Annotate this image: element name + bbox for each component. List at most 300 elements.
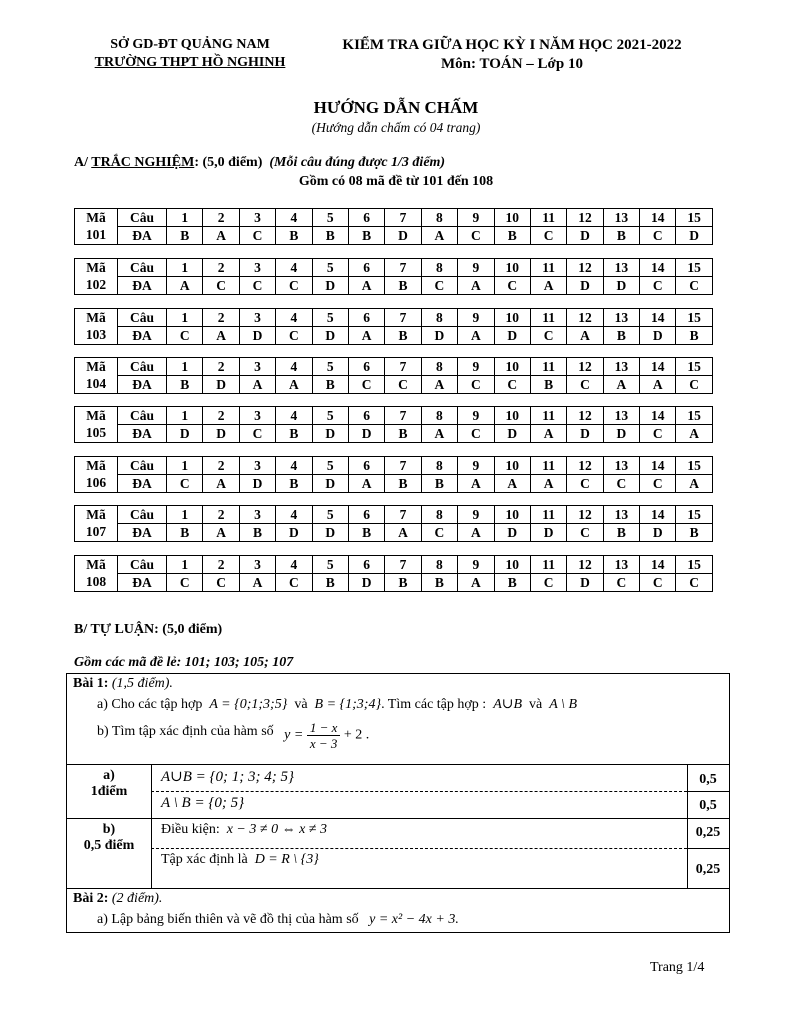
answer-cell: D (567, 574, 603, 592)
question-number: 9 (458, 457, 494, 475)
cau-label: Câu (118, 259, 167, 277)
question-number: 12 (567, 259, 603, 277)
question-number: 1 (167, 407, 203, 425)
answer-row (75, 425, 713, 443)
question-number: 5 (312, 506, 348, 524)
divider (67, 888, 729, 889)
question-number: 3 (239, 309, 275, 327)
question-number: 15 (676, 358, 712, 376)
bai1-points: (1,5 điểm). (111, 676, 173, 691)
answer-cell: A (458, 475, 494, 493)
answer-cell: B (385, 327, 421, 345)
answer-cell: D (640, 524, 676, 542)
answer-cell: C (640, 574, 676, 592)
question-number: 2 (203, 259, 239, 277)
answer-b2-text: Tập xác định là (161, 852, 248, 867)
question-number: 1 (167, 556, 203, 574)
question-number: 9 (458, 309, 494, 327)
subject-line: Môn: TOÁN – Lớp 10 (441, 56, 583, 72)
question-number: 4 (276, 209, 312, 227)
answer-cell: C (203, 277, 239, 295)
answer-key-table-103 (74, 308, 713, 345)
cau-label: Câu (118, 407, 167, 425)
answer-cell: D (640, 327, 676, 345)
exam-code: 108 (75, 574, 118, 592)
question-number: 1 (167, 506, 203, 524)
question-number: 15 (676, 407, 712, 425)
answer-cell: A (530, 425, 566, 443)
question-number: 8 (421, 358, 457, 376)
answer-cell: B (276, 425, 312, 443)
question-number: 6 (348, 407, 384, 425)
answer-cell: C (640, 475, 676, 493)
question-number: 2 (203, 506, 239, 524)
answer-cell: A (567, 327, 603, 345)
question-row (75, 209, 713, 227)
da-label: ĐA (118, 425, 167, 443)
bai1-heading (73, 676, 735, 692)
question-number: 8 (421, 556, 457, 574)
answer-cell: C (167, 574, 203, 592)
question-number: 4 (276, 407, 312, 425)
section-b-subtitle: Gồm các mã đề lẻ: 101; 103; 105; 107 (74, 655, 294, 670)
answer-cell: C (276, 277, 312, 295)
answer-key-table-106 (74, 456, 713, 493)
answer-cell: C (385, 376, 421, 394)
answer-cell: B (167, 376, 203, 394)
bai1-b-prefix: b) Tìm tập xác định của hàm số (97, 723, 274, 739)
answer-cell: D (567, 227, 603, 245)
answer-cell: D (530, 524, 566, 542)
answer-cell: B (385, 277, 421, 295)
question-number: 6 (348, 259, 384, 277)
question-number: 13 (603, 457, 639, 475)
question-number: 10 (494, 358, 530, 376)
question-number: 11 (530, 358, 566, 376)
dashed-divider (151, 848, 687, 849)
answer-cell: A (203, 327, 239, 345)
question-number: 10 (494, 309, 530, 327)
question-number: 6 (348, 358, 384, 376)
question-number: 14 (640, 506, 676, 524)
exam-code: 104 (75, 376, 118, 394)
question-number: 13 (603, 556, 639, 574)
question-number: 15 (676, 556, 712, 574)
question-number: 3 (239, 209, 275, 227)
bai2-a-math: y = x² − 4x + 3. (369, 912, 459, 927)
answer-cell: D (348, 574, 384, 592)
question-number: 14 (640, 358, 676, 376)
answer-b2-math: D = R \ {3} (254, 852, 319, 867)
section-a-note: (Mỗi câu đúng được 1/3 điểm) (269, 155, 446, 170)
answer-key-table-105 (74, 406, 713, 443)
question-number: 6 (348, 556, 384, 574)
exam-code: 102 (75, 277, 118, 295)
answer-cell: C (676, 376, 712, 394)
cau-label: Câu (118, 506, 167, 524)
answer-a2: A \ B = {0; 5} (161, 795, 245, 811)
answer-cell: A (458, 574, 494, 592)
ma-label: Mã (75, 259, 118, 277)
question-number: 15 (676, 309, 712, 327)
answer-cell: D (312, 425, 348, 443)
function-tail: + 2 . (343, 727, 370, 743)
question-number: 14 (640, 309, 676, 327)
answer-cell: A (458, 277, 494, 295)
answer-cell: D (167, 425, 203, 443)
answer-cell: B (603, 524, 639, 542)
answer-cell: A (421, 376, 457, 394)
answer-b1-text: Điều kiện: (161, 822, 220, 837)
score-a2: 0,5 (699, 798, 717, 813)
diff-expr: A \ B (549, 697, 577, 712)
answer-key-table-108 (74, 555, 713, 592)
answer-cell: B (239, 524, 275, 542)
question-number: 9 (458, 259, 494, 277)
score-b2: 0,25 (695, 862, 721, 877)
exam-code: 106 (75, 475, 118, 493)
question-number: 3 (239, 457, 275, 475)
answer-cell: B (676, 524, 712, 542)
answer-cell: B (312, 574, 348, 592)
answer-cell: D (276, 524, 312, 542)
answer-row (75, 327, 713, 345)
question-number: 8 (421, 309, 457, 327)
answer-cell: B (167, 524, 203, 542)
answer-cell: C (567, 524, 603, 542)
answer-cell: C (530, 327, 566, 345)
question-number: 10 (494, 209, 530, 227)
question-number: 14 (640, 259, 676, 277)
page-subtitle: (Hướng dẫn chấm có 04 trang) (311, 120, 481, 135)
answer-cell: C (276, 327, 312, 345)
fraction-numerator: 1 − x (307, 720, 341, 736)
answer-cell: B (312, 227, 348, 245)
divider (687, 848, 729, 849)
section-a-subtitle: Gồm có 08 mã đề từ 101 đến 108 (298, 174, 494, 189)
answer-cell: C (494, 277, 530, 295)
answer-cell: D (676, 227, 712, 245)
answer-cell: C (239, 277, 275, 295)
part-b-label: b) (102, 822, 116, 837)
part-a-label: a) (103, 768, 115, 783)
answer-cell: C (239, 227, 275, 245)
answer-cell: D (385, 227, 421, 245)
question-number: 8 (421, 259, 457, 277)
question-number: 4 (276, 309, 312, 327)
ma-label: Mã (75, 556, 118, 574)
answer-cell: B (603, 327, 639, 345)
question-number: 12 (567, 457, 603, 475)
page-title: HƯỚNG DẪN CHẤM (313, 98, 479, 117)
question-number: 5 (312, 209, 348, 227)
question-number: 15 (676, 259, 712, 277)
question-number: 3 (239, 407, 275, 425)
divider (67, 764, 729, 765)
divider (67, 818, 729, 819)
bai1-part-a (97, 696, 759, 713)
question-number: 15 (676, 457, 712, 475)
question-number: 2 (203, 209, 239, 227)
exam-code: 103 (75, 327, 118, 345)
union-expr: A∪B (493, 697, 523, 712)
question-number: 6 (348, 457, 384, 475)
answer-cell: A (458, 327, 494, 345)
section-a-label: A/ (74, 155, 92, 170)
cau-label: Câu (118, 209, 167, 227)
answer-cell: B (348, 227, 384, 245)
answer-cell: B (385, 475, 421, 493)
answer-cell: C (458, 376, 494, 394)
ma-label: Mã (75, 457, 118, 475)
answer-row (75, 376, 713, 394)
question-number: 5 (312, 457, 348, 475)
page-number: Trang 1/4 (650, 960, 705, 975)
answer-cell: D (494, 425, 530, 443)
question-number: 10 (494, 506, 530, 524)
answer-a1: A∪B = {0; 1; 3; 4; 5} (161, 769, 294, 785)
question-number: 5 (312, 309, 348, 327)
question-number: 8 (421, 407, 457, 425)
da-label: ĐA (118, 277, 167, 295)
question-number: 1 (167, 457, 203, 475)
question-number: 6 (348, 209, 384, 227)
question-number: 2 (203, 407, 239, 425)
answer-cell: A (530, 277, 566, 295)
question-row (75, 259, 713, 277)
section-a-title: TRẮC NGHIỆM (91, 155, 195, 170)
answer-cell: C (530, 227, 566, 245)
answer-cell: C (530, 574, 566, 592)
question-number: 13 (603, 358, 639, 376)
answer-cell: A (167, 277, 203, 295)
exam-title: KIỂM TRA GIỮA HỌC KỲ I NĂM HỌC 2021-2022 (342, 37, 682, 53)
answer-cell: D (203, 425, 239, 443)
question-number: 11 (530, 457, 566, 475)
dashed-divider (151, 791, 687, 792)
answer-cell: D (494, 327, 530, 345)
question-number: 14 (640, 556, 676, 574)
answer-cell: A (530, 475, 566, 493)
da-label: ĐA (118, 574, 167, 592)
answer-cell: C (640, 277, 676, 295)
answer-cell: C (458, 425, 494, 443)
question-number: 5 (312, 556, 348, 574)
question-row (75, 407, 713, 425)
answer-row (75, 277, 713, 295)
question-number: 7 (385, 556, 421, 574)
da-label: ĐA (118, 475, 167, 493)
answer-cell: A (239, 376, 275, 394)
question-number: 3 (239, 259, 275, 277)
answer-cell: A (348, 475, 384, 493)
cau-label: Câu (118, 358, 167, 376)
answer-b2 (161, 852, 319, 868)
set-b: B = {1;3;4} (314, 697, 382, 712)
question-number: 4 (276, 556, 312, 574)
answer-cell: A (676, 475, 712, 493)
answer-cell: A (203, 475, 239, 493)
question-row (75, 358, 713, 376)
function-y: y = (284, 727, 304, 743)
question-number: 9 (458, 209, 494, 227)
answer-row (75, 524, 713, 542)
section-a-points: : (5,0 điểm) (194, 155, 263, 170)
school-header (78, 36, 302, 72)
answer-cell: D (567, 425, 603, 443)
answer-cell: D (348, 425, 384, 443)
answer-cell: A (203, 227, 239, 245)
bai1-part-b (97, 720, 759, 762)
question-number: 11 (530, 556, 566, 574)
function-fraction (307, 720, 341, 751)
question-number: 4 (276, 506, 312, 524)
bai2-heading (73, 891, 735, 907)
answer-cell: B (167, 227, 203, 245)
question-number: 4 (276, 358, 312, 376)
fraction-denominator: x − 3 (309, 736, 338, 751)
ma-label: Mã (75, 209, 118, 227)
question-number: 10 (494, 457, 530, 475)
question-number: 8 (421, 457, 457, 475)
exam-header (312, 36, 712, 74)
divider (151, 764, 152, 888)
question-number: 13 (603, 259, 639, 277)
question-number: 15 (676, 209, 712, 227)
bai2-points: (2 điểm). (111, 891, 163, 906)
answer-cell: A (676, 425, 712, 443)
answer-cell: B (385, 425, 421, 443)
da-label: ĐA (118, 376, 167, 394)
question-number: 7 (385, 407, 421, 425)
question-number: 12 (567, 556, 603, 574)
question-row (75, 506, 713, 524)
question-row (75, 457, 713, 475)
answer-cell: B (603, 227, 639, 245)
set-a: A = {0;1;3;5} (209, 697, 288, 712)
answer-cell: A (348, 277, 384, 295)
answer-cell: A (640, 376, 676, 394)
question-number: 5 (312, 358, 348, 376)
question-number: 7 (385, 506, 421, 524)
answer-b1 (161, 822, 327, 838)
answer-cell: C (203, 574, 239, 592)
question-number: 12 (567, 407, 603, 425)
question-number: 7 (385, 209, 421, 227)
answer-cell: B (276, 227, 312, 245)
answer-cell: C (567, 376, 603, 394)
answer-cell: C (676, 574, 712, 592)
da-label: ĐA (118, 327, 167, 345)
question-number: 14 (640, 457, 676, 475)
section-b-heading: B/ TỰ LUẬN: (5,0 điểm) (74, 622, 223, 637)
part-a-points: 1điểm (90, 784, 128, 799)
part-a-cell (67, 768, 151, 800)
answer-cell: B (676, 327, 712, 345)
question-number: 13 (603, 309, 639, 327)
ma-label: Mã (75, 506, 118, 524)
question-number: 1 (167, 358, 203, 376)
ma-label: Mã (75, 407, 118, 425)
question-number: 15 (676, 506, 712, 524)
answer-cell: D (312, 277, 348, 295)
question-number: 14 (640, 407, 676, 425)
part-b-cell (67, 822, 151, 854)
question-number: 12 (567, 358, 603, 376)
answer-row (75, 574, 713, 592)
answer-cell: D (239, 327, 275, 345)
answer-cell: C (276, 574, 312, 592)
answer-cell: A (421, 227, 457, 245)
da-label: ĐA (118, 227, 167, 245)
question-number: 12 (567, 309, 603, 327)
ma-label: Mã (75, 358, 118, 376)
bai2-label: Bài 2: (73, 891, 109, 906)
question-number: 2 (203, 556, 239, 574)
question-number: 11 (530, 407, 566, 425)
answer-cell: B (421, 475, 457, 493)
question-number: 10 (494, 556, 530, 574)
exam-code: 101 (75, 227, 118, 245)
question-number: 6 (348, 309, 384, 327)
bai2-part-a (97, 912, 759, 928)
answer-cell: A (239, 574, 275, 592)
answer-cell: B (348, 524, 384, 542)
answer-cell: D (239, 475, 275, 493)
answer-cell: A (603, 376, 639, 394)
question-number: 13 (603, 209, 639, 227)
essay-grading-table (66, 673, 730, 933)
answer-cell: C (640, 425, 676, 443)
answer-cell: C (567, 475, 603, 493)
exam-code: 105 (75, 425, 118, 443)
department-name: SỞ GD-ĐT QUẢNG NAM (110, 37, 270, 52)
question-number: 11 (530, 259, 566, 277)
divider (687, 791, 729, 792)
answer-cell: A (494, 475, 530, 493)
question-number: 1 (167, 209, 203, 227)
question-number: 7 (385, 259, 421, 277)
and-word-2: và (529, 697, 543, 712)
answer-cell: C (348, 376, 384, 394)
bai1-a-prefix: a) Cho các tập hợp (97, 697, 203, 712)
answer-cell: B (530, 376, 566, 394)
answer-cell: B (494, 574, 530, 592)
question-number: 10 (494, 407, 530, 425)
section-a-heading (74, 155, 445, 171)
answer-key-table-101 (74, 208, 713, 245)
answer-cell: D (312, 327, 348, 345)
question-number: 13 (603, 407, 639, 425)
question-number: 3 (239, 556, 275, 574)
question-number: 2 (203, 358, 239, 376)
answer-cell: C (494, 376, 530, 394)
question-number: 13 (603, 506, 639, 524)
answer-cell: C (421, 524, 457, 542)
question-number: 4 (276, 259, 312, 277)
answer-cell: A (421, 425, 457, 443)
question-number: 6 (348, 506, 384, 524)
question-number: 2 (203, 457, 239, 475)
exam-code: 107 (75, 524, 118, 542)
score-b1: 0,25 (695, 825, 721, 840)
answer-cell: B (494, 227, 530, 245)
ma-label: Mã (75, 309, 118, 327)
question-number: 8 (421, 506, 457, 524)
school-name: TRƯỜNG THPT HỒ NGHINH (94, 55, 286, 70)
answer-cell: C (603, 475, 639, 493)
and-word: và (294, 697, 308, 712)
